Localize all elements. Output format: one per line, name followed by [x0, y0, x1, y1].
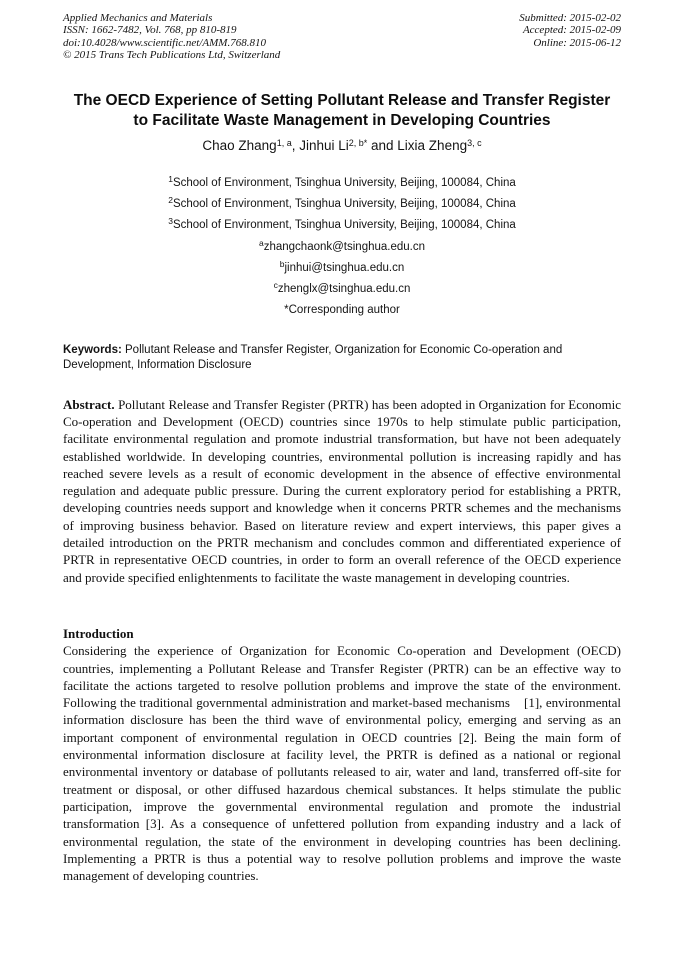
author-separator: , — [291, 137, 300, 153]
affiliation-text: School of Environment, Tsinghua University, Beijing, 100084, China — [172, 176, 516, 189]
submitted-date: Submitted: 2015-02-02 — [519, 12, 621, 24]
email-marker: a — [258, 237, 264, 248]
affiliation-marker: 1 — [168, 173, 173, 184]
author-separator: and — [367, 137, 398, 153]
abstract-section — [63, 396, 621, 586]
introduction-heading: Introduction — [63, 625, 134, 641]
author-superscript: 1, a — [276, 137, 292, 148]
author-name: Lixia Zheng — [397, 137, 468, 153]
author-name: Chao Zhang — [202, 137, 277, 153]
authors-line — [63, 136, 621, 156]
page-content — [63, 12, 621, 884]
journal-info — [63, 12, 280, 62]
affiliation-line — [63, 194, 621, 215]
email-line — [63, 279, 621, 300]
paper-title — [63, 91, 621, 131]
copyright-line: © 2015 Trans Tech Publications Ltd, Switzerland — [63, 49, 281, 62]
email-line — [63, 237, 621, 258]
keywords-label: Keywords: — [63, 343, 122, 356]
affiliation-text: School of Environment, Tsinghua University, Beijing, 100084, China — [172, 219, 516, 232]
author-superscript: 2, b* — [348, 137, 368, 148]
journal-header — [63, 12, 621, 62]
affiliation-text: School of Environment, Tsinghua University, Beijing, 100084, China — [172, 197, 516, 210]
author-name: Jinhui Li — [299, 137, 349, 153]
online-date: Online: 2015-06-12 — [533, 36, 621, 49]
submission-info — [519, 12, 621, 62]
issn-volume-line: ISSN: 1662-7482, Vol. 768, pp 810-819 — [63, 24, 237, 37]
affiliation-line — [63, 173, 621, 194]
email-text: zhangchaonk@tsinghua.edu.cn — [263, 240, 426, 253]
affiliation-marker: 2 — [168, 195, 173, 206]
journal-name: Applied Mechanics and Materials — [63, 12, 213, 24]
abstract-text: Pollutant Release and Transfer Register (PRTR) has been adopted in Organization for Economic Co-operation and Development (OECD) countries since 1970s to help stimulate public participation, facilitate environmental regulation and promote industrial transformation, but have not been adequately established worldwide. In developing countries, environmental pollution is increasing rapidly and has reached severe levels as a result of economic development in the absence of effective environmental regulation and adequate public pressure. During the current exploratory period for establishing a PRTR, developing countries needs support and knowledge when it concerns PRTR schemes and the mechanisms of improving business behavior. Based on literature review and expert interviews, this paper gives a detailed introduction on the PRTR mechanism and concludes common and differentiated experience of PRTR in representative OECD countries, in order to form an overall reference of the OECD experience and provide specified enlightenments to facilitate the waste management in developing countries. — [63, 396, 622, 585]
accepted-date: Accepted: 2015-02-09 — [522, 24, 621, 37]
email-text: jinhui@tsinghua.edu.cn — [284, 261, 405, 274]
corresponding-author-note: *Corresponding author — [284, 304, 400, 317]
affiliation-marker: 3 — [168, 216, 173, 227]
email-marker: c — [273, 280, 278, 291]
email-text: zhenglx@tsinghua.edu.cn — [277, 283, 411, 296]
introduction-paragraph: Considering the experience of Organization for Economic Co-operation and Development (OECD) countries, implementing a Pollutant Release and Transfer Register (PRTR) can be an effective way to facilitate the actions targeted to resolve pollution problems and improve the state of the environment. Following the traditional governmental administration and market-based mechanisms [1], environmental information disclosure has been the third wave of environmental policy, emerging and serving as an important component of environmental regulation in OECD countries [2]. Being the main form of environmental information disclosure at facility level, the PRTR is defined as a national or regional environmental inventory or database of pollutants released to air, water and land, transferred off-site for treatment or disposal, or other diffused hazardous chemical substances. It helps stimulate the public participation, improve the governmental environmental regulation and promote the industrial transformation [3]. As a consequence of unfettered pollution from expanding industry and a lack of environmental regulation, the state of the environment in developing countries has been declining. Implementing a PRTR is thus a potential way to resolve pollution problems and improve the waste management of developing countries. — [63, 643, 621, 884]
title-line-2: to Facilitate Waste Management in Developing Countries — [133, 111, 551, 129]
keywords-section — [63, 343, 621, 373]
affiliations-block — [63, 173, 621, 322]
abstract-label: Abstract. — [63, 396, 115, 412]
author-superscript: 3, c — [467, 137, 482, 148]
email-marker: b — [279, 259, 285, 269]
doi-line: doi:10.4028/www.scientific.net/AMM.768.810 — [63, 36, 266, 49]
affiliation-line — [63, 215, 621, 236]
email-line — [63, 258, 621, 279]
keywords-text: Pollutant Release and Transfer Register, Organization for Economic Co-operation and Development, Information Disclosure — [63, 343, 563, 371]
title-line-1: The OECD Experience of Setting Pollutant Release and Transfer Register — [73, 91, 611, 109]
